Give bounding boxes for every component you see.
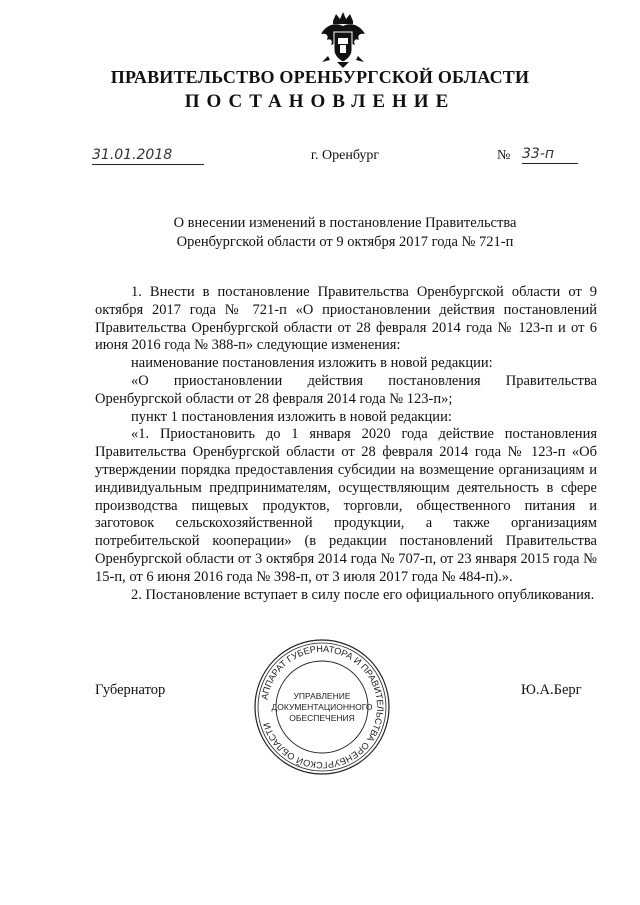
government-name: ПРАВИТЕЛЬСТВО ОРЕНБУРГСКОЙ ОБЛАСТИ (110, 67, 530, 87)
document-number: 33-п (522, 146, 578, 164)
stamp-ring-path-text: АППАРАТ ГУБЕРНАТОРА И ПРАВИТЕЛЬСТВА ОРЕНБУРГСКОЙ ОБЛАСТИ (259, 643, 386, 771)
document-subject (120, 214, 570, 252)
document-city: г. Оренбург (310, 148, 380, 163)
stamp-line-2: ДОКУМЕНТАЦИОННОГО (271, 702, 373, 712)
official-stamp (252, 637, 392, 777)
number-label: № (497, 148, 511, 163)
coat-of-arms-icon (318, 12, 368, 68)
stamp-line-1: УПРАВЛЕНИЕ (293, 691, 351, 701)
signer-name: Ю.А.Берг (521, 682, 582, 698)
body-paragraph-6: 2. Постановление вступает в силу после его официального опубликования. (131, 586, 595, 603)
body-paragraph-5: «1. Приостановить до 1 января 2020 года действие постановления Правительства Оренбургской области от 28 февраля 2014 года № 123-п «Об утверждении порядка предоставления субсидии на возмещение организациям и индивидуальным предпринимателям, осуществляющим деятельность в сфере производства пищевых продуктов, торговли, общественного питания и заготовок сельскохозяйственной продукции, а также организациям потребительской кооперации» (в редакции постановлений Правительства Оренбургской области от 3 октября 2014 года № 707-п, от 23 января 2015 года № 15-п, от 6 июня 2016 года № 398-п, от 3 июля 2017 года № 484-п).». (95, 426, 597, 585)
body-paragraph-3: «О приостановлении действия постановления Правительства Оренбургской области от 28 февраля 2014 года № 123-п»; (95, 372, 597, 407)
body-paragraph-1: 1. Внести в постановление Правительства Оренбургской области от 9 октября 2017 года № 721-п «О приостановлении действия постановлений Правительства Оренбургской области от 28 февраля 2014 года № 123-п и от 6 июня 2016 года № 388-п» следующие изменения: (95, 284, 597, 354)
subject-line-1: О внесении изменений в постановление Правительства (173, 215, 517, 231)
document-body (95, 284, 597, 604)
stamp-line-3: ОБЕСПЕЧЕНИЯ (289, 713, 355, 723)
body-paragraph-2: наименование постановления изложить в новой редакции: (131, 355, 493, 372)
subject-line-2: Оренбургской области от 9 октября 2017 года № 721-п (176, 234, 514, 250)
signer-title: Губернатор (95, 682, 166, 698)
document-date: 31.01.2018 (92, 147, 204, 165)
body-paragraph-4: пункт 1 постановления изложить в новой редакции: (131, 408, 452, 425)
document-type: ПОСТАНОВЛЕНИЕ (184, 91, 456, 112)
